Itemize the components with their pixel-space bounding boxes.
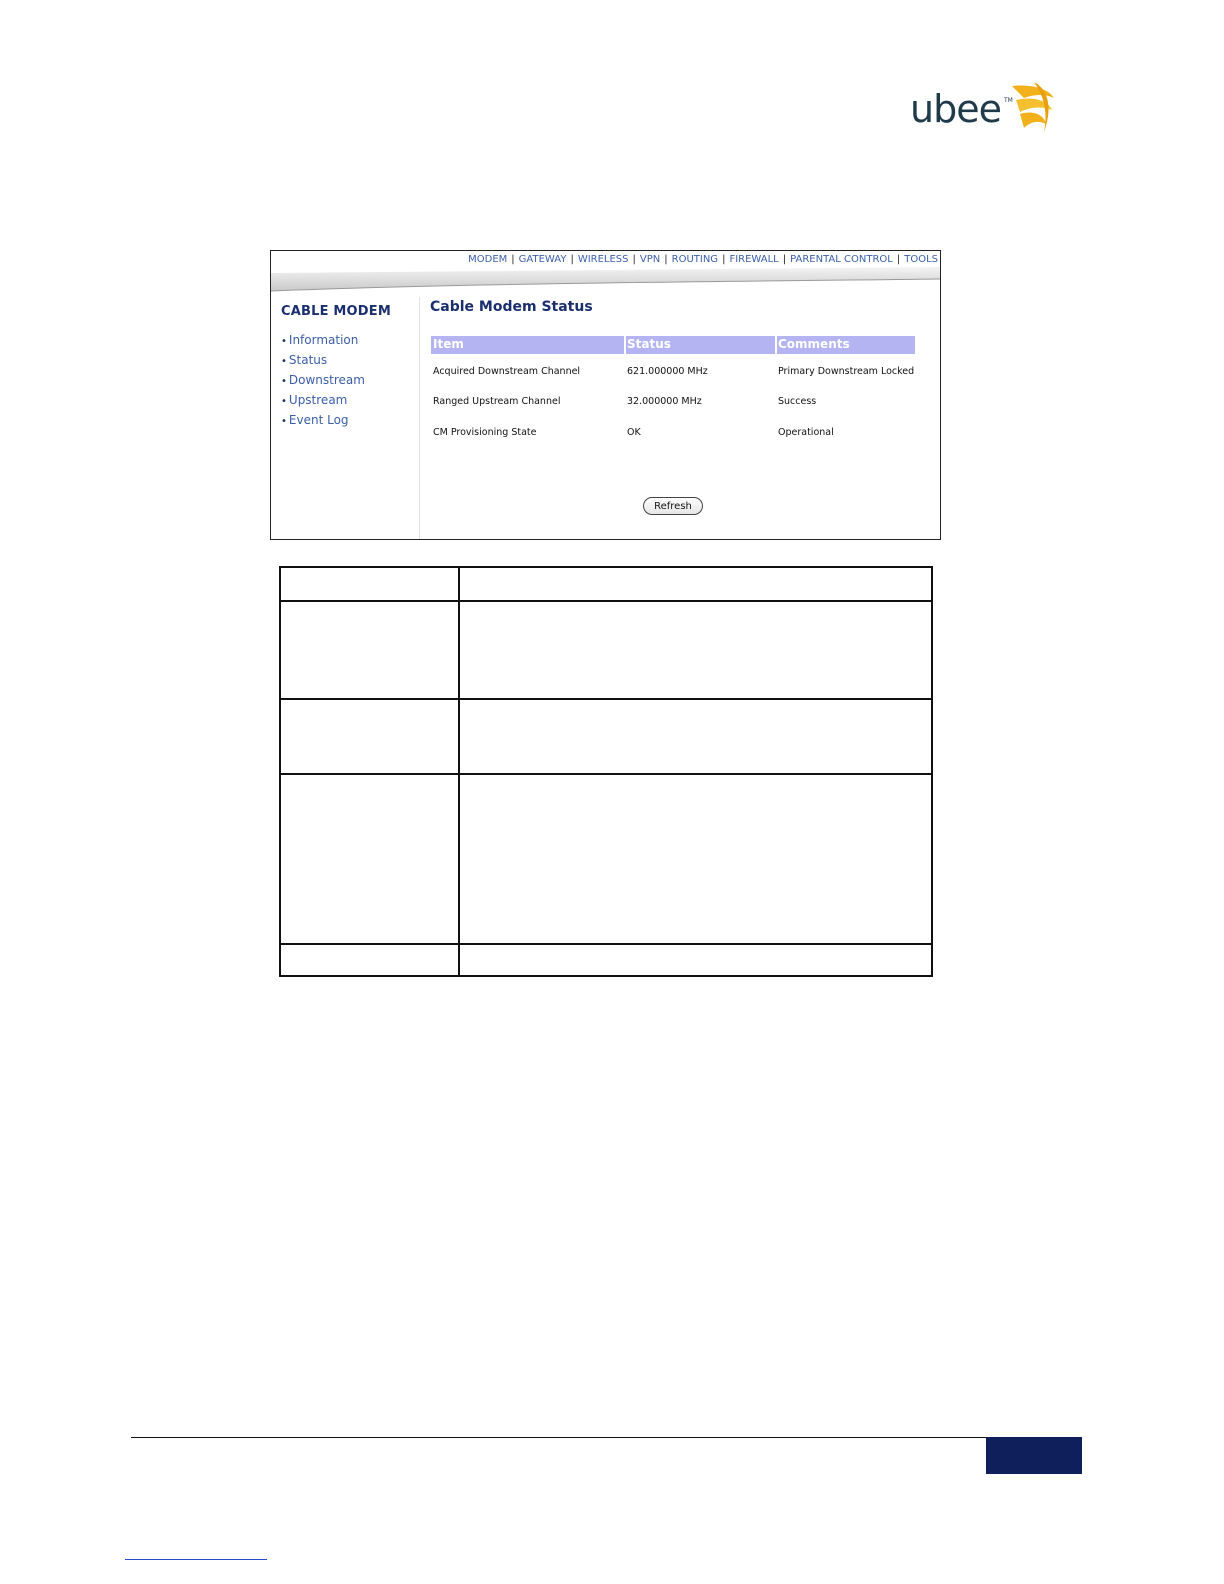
sidebar-item-status[interactable] bbox=[281, 350, 365, 370]
status-table-header bbox=[431, 336, 915, 354]
svg-text:TM: TM bbox=[1004, 97, 1013, 104]
svg-text:ubee: ubee bbox=[910, 87, 1001, 131]
sidebar-item-event-log[interactable] bbox=[281, 410, 365, 430]
cell-status: 32.000000 MHz bbox=[627, 396, 702, 407]
sidebar-item-information[interactable] bbox=[281, 330, 365, 350]
sidebar-title: CABLE MODEM bbox=[281, 304, 391, 319]
column-header-status: Status bbox=[627, 337, 671, 351]
cell-item: Ranged Upstream Channel bbox=[433, 396, 561, 407]
nav-vpn[interactable]: VPN bbox=[639, 254, 661, 265]
nav-gateway[interactable]: GATEWAY bbox=[518, 254, 567, 265]
column-header-comments: Comments bbox=[778, 337, 850, 351]
sidebar-item-label: Event Log bbox=[288, 413, 349, 427]
table-divider bbox=[281, 698, 931, 700]
nav-separator: | bbox=[896, 254, 901, 265]
nav-separator: | bbox=[511, 254, 515, 265]
bullet-icon: • bbox=[281, 356, 287, 367]
nav-tools[interactable]: TOOLS bbox=[904, 254, 938, 265]
bullet-icon: • bbox=[281, 396, 287, 407]
header-divider bbox=[624, 336, 626, 354]
sidebar-item-upstream[interactable] bbox=[281, 390, 365, 410]
sidebar-item-label: Downstream bbox=[288, 373, 365, 387]
cell-comments: Primary Downstream Locked bbox=[778, 366, 915, 377]
header-swoosh bbox=[271, 267, 941, 297]
ubee-logo bbox=[908, 78, 1058, 136]
top-nav bbox=[468, 254, 938, 265]
page-title: Cable Modem Status bbox=[430, 299, 593, 315]
bullet-icon: • bbox=[281, 376, 287, 387]
nav-routing[interactable]: ROUTING bbox=[671, 254, 719, 265]
sidebar-item-label: Information bbox=[288, 333, 359, 347]
nav-modem[interactable]: MODEM bbox=[468, 254, 508, 265]
cell-comments: Success bbox=[778, 396, 817, 407]
nav-separator: | bbox=[782, 254, 787, 265]
nav-firewall[interactable]: FIREWALL bbox=[729, 254, 779, 265]
refresh-button[interactable]: Refresh bbox=[643, 497, 703, 515]
cell-comments: Operational bbox=[778, 427, 834, 438]
footer-rule bbox=[131, 1437, 986, 1438]
sidebar bbox=[271, 297, 420, 540]
nav-separator: | bbox=[722, 254, 726, 265]
sidebar-item-label: Status bbox=[288, 353, 328, 367]
sidebar-item-downstream[interactable] bbox=[281, 370, 365, 390]
modem-ui-screenshot bbox=[270, 250, 941, 540]
sidebar-item-label: Upstream bbox=[288, 393, 348, 407]
nav-separator: | bbox=[570, 254, 574, 265]
cell-item: CM Provisioning State bbox=[433, 427, 537, 438]
header-divider bbox=[775, 336, 777, 354]
cell-status: 621.000000 MHz bbox=[627, 366, 708, 377]
table-divider bbox=[281, 600, 931, 602]
nav-parental-control[interactable]: PARENTAL CONTROL bbox=[790, 254, 893, 265]
nav-separator: | bbox=[632, 254, 636, 265]
bullet-icon: • bbox=[281, 336, 287, 347]
footnote-rule bbox=[125, 1559, 267, 1560]
description-table bbox=[279, 566, 933, 977]
page-number-box bbox=[986, 1437, 1082, 1474]
nav-wireless[interactable]: WIRELESS bbox=[577, 254, 629, 265]
bullet-icon: • bbox=[281, 416, 287, 427]
table-divider bbox=[458, 568, 460, 975]
table-divider bbox=[281, 773, 931, 775]
column-header-item: Item bbox=[433, 337, 464, 351]
cell-item: Acquired Downstream Channel bbox=[433, 366, 581, 377]
sidebar-menu bbox=[281, 330, 365, 430]
table-divider bbox=[281, 943, 931, 945]
nav-separator: | bbox=[664, 254, 668, 265]
cell-status: OK bbox=[627, 427, 641, 438]
